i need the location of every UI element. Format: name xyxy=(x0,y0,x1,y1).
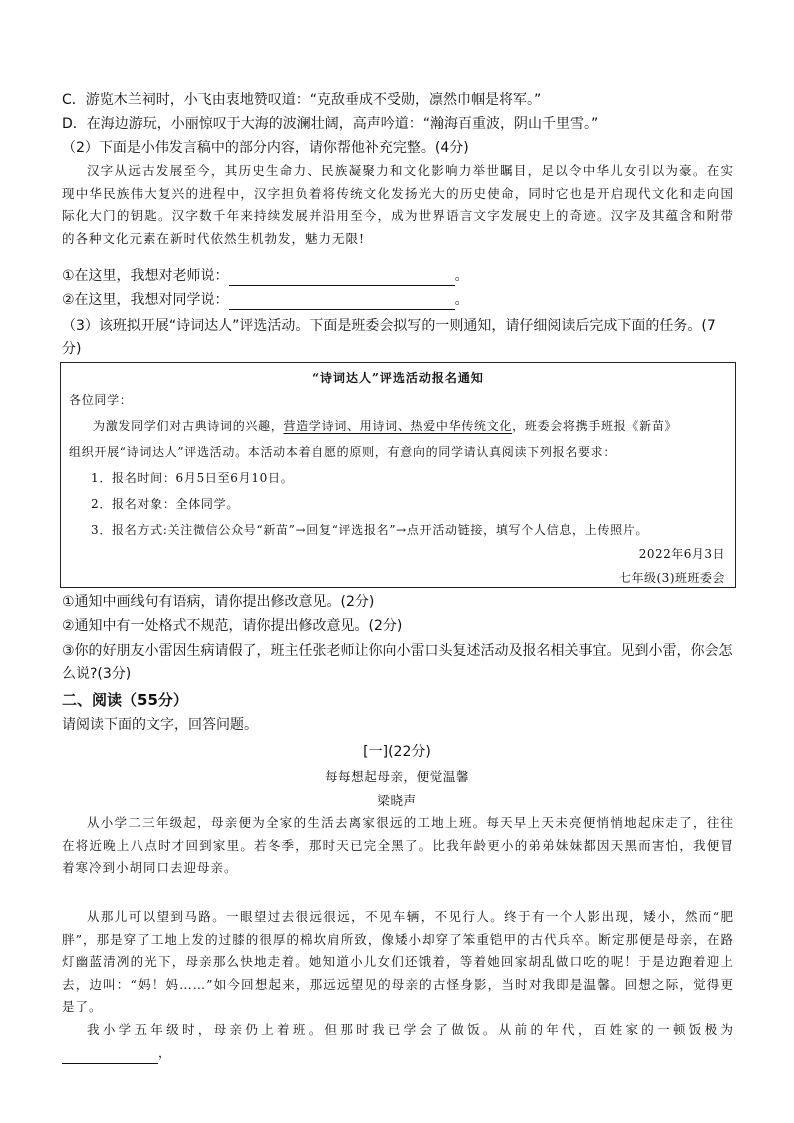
section-title: 二、阅读（55分） xyxy=(62,691,188,709)
notice-item-2: 2．报名对象：全体同学。 xyxy=(91,497,240,511)
article-paragraph-3 xyxy=(62,1019,734,1064)
notice-signer: 七年级(3)班班委会 xyxy=(619,571,725,585)
task-2: ②通知中有一处格式不规范，请你提出修改意见。(2分) xyxy=(62,618,403,634)
fill-classmate-blank[interactable] xyxy=(229,295,455,310)
notice-greeting: 各位同学： xyxy=(69,393,133,407)
option-c: C．游览木兰祠时，小飞由衷地赞叹道：“克敌垂成不受勋，凛然巾帼是将军。” xyxy=(62,92,542,108)
reading-instruction: 请阅读下面的文字，回答问题。 xyxy=(62,717,258,733)
paragraph-3-text: 我小学五年级时，母亲仍上着班。但那时我已学会了做饭。从前的年代，百姓家的一顿饭极为 xyxy=(87,1022,734,1037)
notice-item-1: 1．报名时间：6月5日至6月10日。 xyxy=(91,471,294,485)
notice-underlined-sentence: 营造学诗词、用诗词、热爱中华传统文化 xyxy=(283,419,513,433)
article-paragraph-1: 从小学二三年级起，母亲便为全家的生活去离家很远的工地上班。每天早上天未亮便悄悄地起床走了，往往在将近晚上八点时才回到家里。若冬季，那时天已完全黑了。比我年龄更小的弟弟妹妹都因天黑而害怕，我便冒着寒冷到小胡同口去迎母亲。 xyxy=(62,815,734,875)
notice-item-3: 3．报名方式:关注微信公众号“新苗”→回复“评选报名”→点开活动链接，填写个人信息，上传照片。 xyxy=(91,523,649,537)
sub-question-3-prompt: （3）该班拟开展“诗词达人”评选活动。下面是班委会拟写的一则通知，请仔细阅读后完成下面的任务。(7 xyxy=(62,318,716,334)
option-d: D．在海边游玩，小丽惊叹于大海的波澜壮阔，高声吟道：“瀚海百重波，阴山千里雪。” xyxy=(62,116,599,132)
notice-body-line1 xyxy=(93,417,677,435)
task-1: ①通知中画线句有语病，请你提出修改意见。(2分) xyxy=(62,594,375,610)
notice-title: “诗词达人”评选活动报名通知 xyxy=(312,371,484,385)
notice-body1-pre: 为激发同学们对古典诗词的兴趣， xyxy=(93,419,284,433)
fill-teacher-end: 。 xyxy=(454,268,469,284)
fill-teacher-label: ①在这里，我想对老师说： xyxy=(62,268,229,284)
paragraph-3-end: ， xyxy=(158,1044,172,1060)
fill-classmate-end: 。 xyxy=(454,292,469,308)
fill-teacher-blank[interactable] xyxy=(229,271,455,286)
notice-body-line2: 组织开展“诗词达人”评选活动。本活动本着自愿的原则，有意向的同学请认真阅读下列报名要求： xyxy=(69,445,617,459)
sub-question-3-prompt-cont: 分) xyxy=(62,341,82,357)
paragraph-3-blank[interactable] xyxy=(62,1049,158,1064)
part-label: [一](22分) xyxy=(363,744,431,760)
fill-classmate-label: ②在这里，我想对同学说： xyxy=(62,292,229,308)
task-3: ③你的好朋友小雷因生病请假了，班主任张老师让你向小雷口头复述活动及报名相关事宜。见到小雷，你会怎 xyxy=(62,643,733,659)
speech-excerpt: 汉字从远古发展至今，其历史生命力、民族凝聚力和文化影响力举世瞩目，足以令中华儿女引以为豪。在实现中华民族伟大复兴的进程中，汉字担负着将传统文化发扬光大的历史使命，同时它也是开启现代文化和走向国际化大门的钥匙。汉字数千年来持续发展并沿用至今，成为世界语言文字发展史上的奇迹。汉字及其蕴含和附带的各种文化元素在新时代依然生机勃发，魅力无限! xyxy=(62,163,734,246)
article-title: 每每想起母亲，便觉温馨 xyxy=(324,769,470,784)
fill-classmate xyxy=(62,290,469,310)
sub-question-2-prompt: （2）下面是小伟发言稿中的部分内容，请你帮他补充完整。(4分) xyxy=(62,140,469,156)
task-3-cont: 么说?(3分) xyxy=(62,666,132,682)
notice-box xyxy=(60,362,736,588)
article-author: 梁晓声 xyxy=(377,793,417,808)
notice-date: 2022年6月3日 xyxy=(638,547,725,561)
fill-teacher xyxy=(62,266,469,286)
article-paragraph-2: 从那儿可以望到马路。一眼望过去很远很远，不见车辆，不见行人。终于有一个人影出现，矮小，然而“肥胖”，那是穿了工地上发的过膝的很厚的棉坎肩所致，像矮小却穿了笨重铠甲的古代兵卒。断定那便是母亲，在路灯幽蓝清冽的光下，母亲那么快地走着。她知道小儿女们还饿着，等着她回家胡乱做口吃的呢！于是边跑着迎上去，边叫：“妈！妈……”如今回想起来，那远远望见的母亲的古怪身影，当时对我即是温馨。回想之际，觉得更是了。 xyxy=(62,909,734,1014)
notice-body1-post: ，班委会将携手班报《新苗》 xyxy=(512,419,678,433)
